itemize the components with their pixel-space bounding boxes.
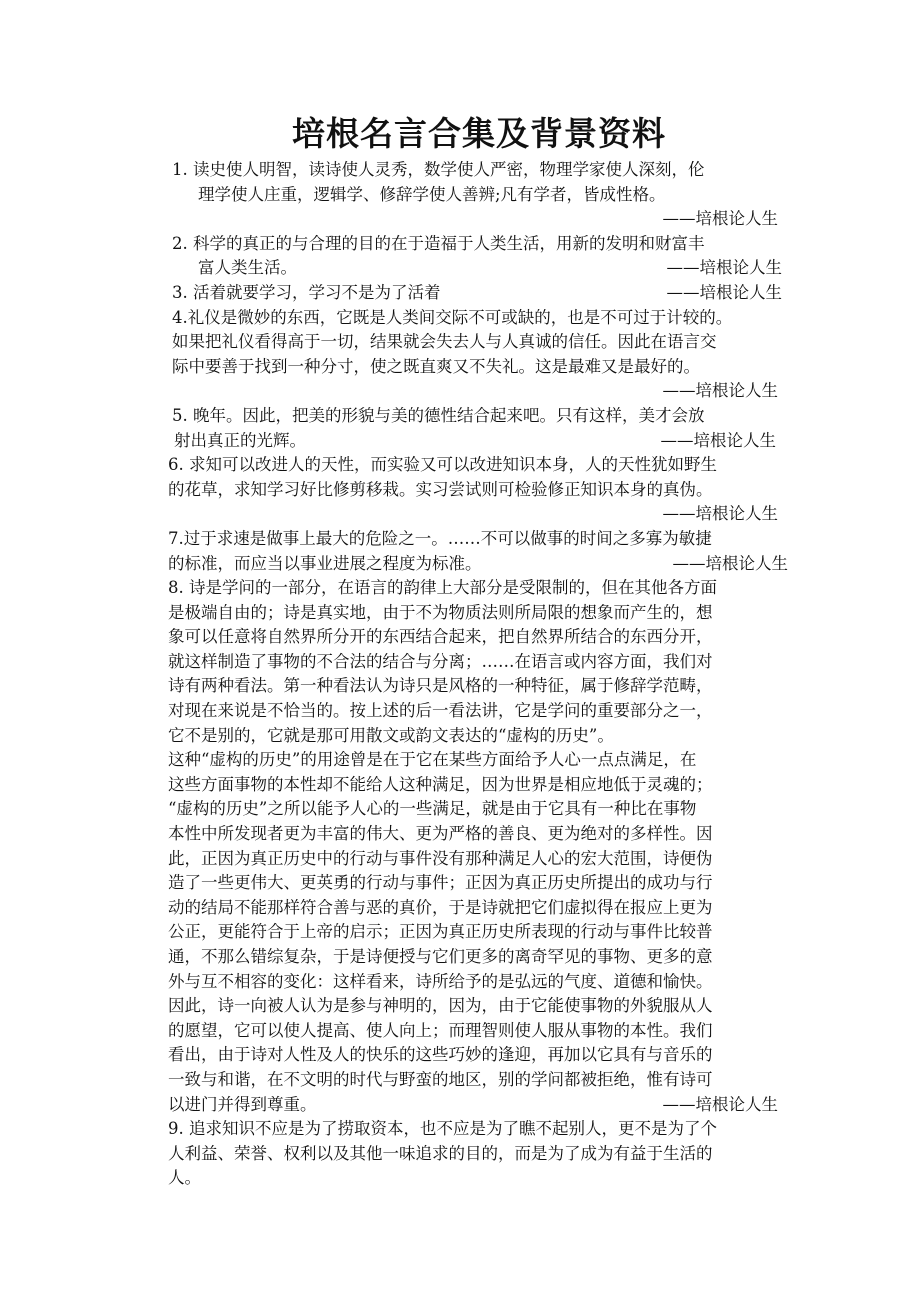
quote-8-line-11: 本性中所发现者更为丰富的伟大、更为严格的善良、更为绝对的多样性。因 — [168, 824, 713, 844]
quote-5-attribution: ——培根论人生 — [660, 430, 776, 450]
quote-8-line-4: 就这样制造了事物的不合法的结合与分离；……在语言或内容方面，我们对 — [168, 651, 713, 671]
quote-1-attribution-line — [168, 207, 790, 232]
quote-3-text: 3. 活着就要学习，学习不是为了活着 — [172, 282, 441, 302]
quote-7-line-1: 7.过于求速是做事上最大的危险之一。……不可以做事的时间之多寡为敏捷 — [168, 528, 712, 548]
quote-8-line-16: 通，不那么错综复杂，于是诗便授与它们更多的离奇罕见的事物、更多的意 — [168, 947, 713, 966]
page-title: 培根名言合集及背景资料 — [292, 114, 666, 153]
quote-7-line-2-text: 的标准，而应当以事业进展之程度为标准。 — [168, 553, 482, 573]
quote-4-attribution: ——培根论人生 — [662, 381, 778, 401]
quote-8-line-20: 看出，由于诗对人性及人的快乐的这些巧妙的逢迎，再加以它具有与音乐的 — [168, 1045, 713, 1065]
quote-8-line-9: 这些方面事物的本性却不能给人这种满足，因为世界是相应地低于灵魂的； — [168, 774, 713, 794]
quote-6-line-1: 6. 求知可以改进人的天性，而实验又可以改进知识本身，人的天性犹如野生 — [168, 455, 717, 475]
quote-8-line-17: 外与互不相容的变化：这样看来，诗所给予的是弘远的气度、道德和愉快。 — [168, 971, 713, 991]
quote-8-line-14: 动的结局不能那样符合善与恶的真价，于是诗就把它们虚拟得在报应上更为 — [168, 897, 713, 917]
quote-8-line-3: 象可以任意将自然界所分开的东西结合起来，把自然界所结合的东西分开， — [168, 627, 713, 647]
quote-3-line-1 — [168, 281, 790, 306]
quote-8-line-21: 一致与和谐，在不文明的时代与野蛮的地区，别的学问都被拒绝，惟有诗可 — [168, 1069, 713, 1089]
quote-8-line-12: 此，正因为真正历史中的行动与事件没有那种满足人心的宏大范围，诗便伪 — [168, 848, 713, 868]
quote-8-line-10: “虚构的历史”之所以能予人心的一些满足，就是由于它具有一种比在事物 — [168, 799, 697, 819]
quote-3-attribution: ——培根论人生 — [666, 282, 782, 302]
quote-2-attribution: ——培根论人生 — [666, 258, 782, 278]
quote-8-line-8: 这种“虚构的历史”的用途曾是在于它在某些方面给予人心一点点满足，在 — [168, 750, 697, 770]
quote-8-attribution: ——培根论人生 — [662, 1094, 778, 1114]
quote-7-line-2 — [168, 552, 790, 577]
quote-7-attribution: ——培根论人生 — [672, 553, 788, 573]
quote-1-line-2: 理学使人庄重，逻辑学、修辞学使人善辨;凡有学者，皆成性格。 — [198, 184, 666, 204]
quote-8-line-1: 8. 诗是学问的一部分，在语言的韵律上大部分是受限制的，但在其他各方面 — [168, 578, 717, 598]
quote-1-attribution: ——培根论人生 — [662, 209, 778, 229]
document-page — [168, 112, 790, 1191]
quote-8-line-19: 的愿望，它可以使人提高、使人向上；而理智则使人服从事物的本性。我们 — [168, 1020, 713, 1040]
quote-5-line-1: 5. 晚年。因此，把美的形貌与美的德性结合起来吧。只有这样，美才会放 — [172, 405, 705, 425]
quote-4-line-1: 4.礼仪是微妙的东西，它既是人类间交际不可或缺的，也是不可过于计较的。 — [172, 307, 733, 327]
quote-4-line-3: 际中要善于找到一种分寸，使之既直爽又不失礼。这是最难又是最好的。 — [172, 356, 700, 376]
quote-8-line-18: 因此，诗一向被人认为是参与神明的，因为，由于它能使事物的外貌服从人 — [168, 996, 713, 1016]
quote-8-line-6: 对现在来说是不恰当的。按上述的后一看法讲，它是学问的重要部分之一， — [168, 701, 713, 721]
quote-4-attribution-line — [168, 379, 790, 404]
quote-6-attribution-line — [168, 502, 790, 527]
quote-4-line-2: 如果把礼仪看得高于一切，结果就会失去人与人真诚的信任。因此在语言交 — [172, 332, 717, 352]
quote-8-line-22-text: 以进门并得到尊重。 — [168, 1094, 317, 1114]
quote-8-line-7: 它不是别的，它就是那可用散文或韵文表达的“虚构的历史”。 — [168, 725, 614, 745]
quote-2-line-2-text: 富人类生活。 — [198, 258, 297, 278]
quote-1-line-1: 1. 读史使人明智，读诗使人灵秀，数学使人严密，物理学家使人深刻，伦 — [172, 160, 705, 179]
quote-8-line-5: 诗有两种看法。第一种看法认为诗只是风格的一种特征，属于修辞学范畴， — [168, 676, 713, 696]
quote-6-attribution: ——培根论人生 — [662, 504, 778, 524]
quote-8-line-22 — [168, 1093, 790, 1118]
quote-2-line-1: 2. 科学的真正的与合理的目的在于造福于人类生活，用新的发明和财富丰 — [172, 233, 705, 253]
quote-9-line-1: 9. 追求知识不应是为了捞取资本，也不应是为了瞧不起别人，更不是为了个 — [168, 1119, 717, 1139]
quote-5-line-2-text: 射出真正的光辉。 — [174, 430, 306, 450]
quote-5-line-2 — [168, 429, 790, 454]
quote-8-line-2: 是极端自由的；诗是真实地，由于不为物质法则所局限的想象而产生的，想 — [168, 602, 713, 622]
quote-8-line-13: 造了一些更伟大、更英勇的行动与事件；正因为真正历史所提出的成功与行 — [168, 873, 713, 893]
quote-8-line-15: 公正，更能符合于上帝的启示；正因为真正历史所表现的行动与事件比较普 — [168, 922, 713, 942]
quote-2-line-2 — [168, 256, 790, 281]
quote-9-line-3: 人。 — [168, 1168, 201, 1188]
quote-9-line-2: 人利益、荣誉、权利以及其他一味追求的目的，而是为了成为有益于生活的 — [168, 1143, 713, 1163]
quote-6-line-2: 的花草，求知学习好比修剪移栽。实习尝试则可检验修正知识本身的真伪。 — [168, 479, 713, 499]
